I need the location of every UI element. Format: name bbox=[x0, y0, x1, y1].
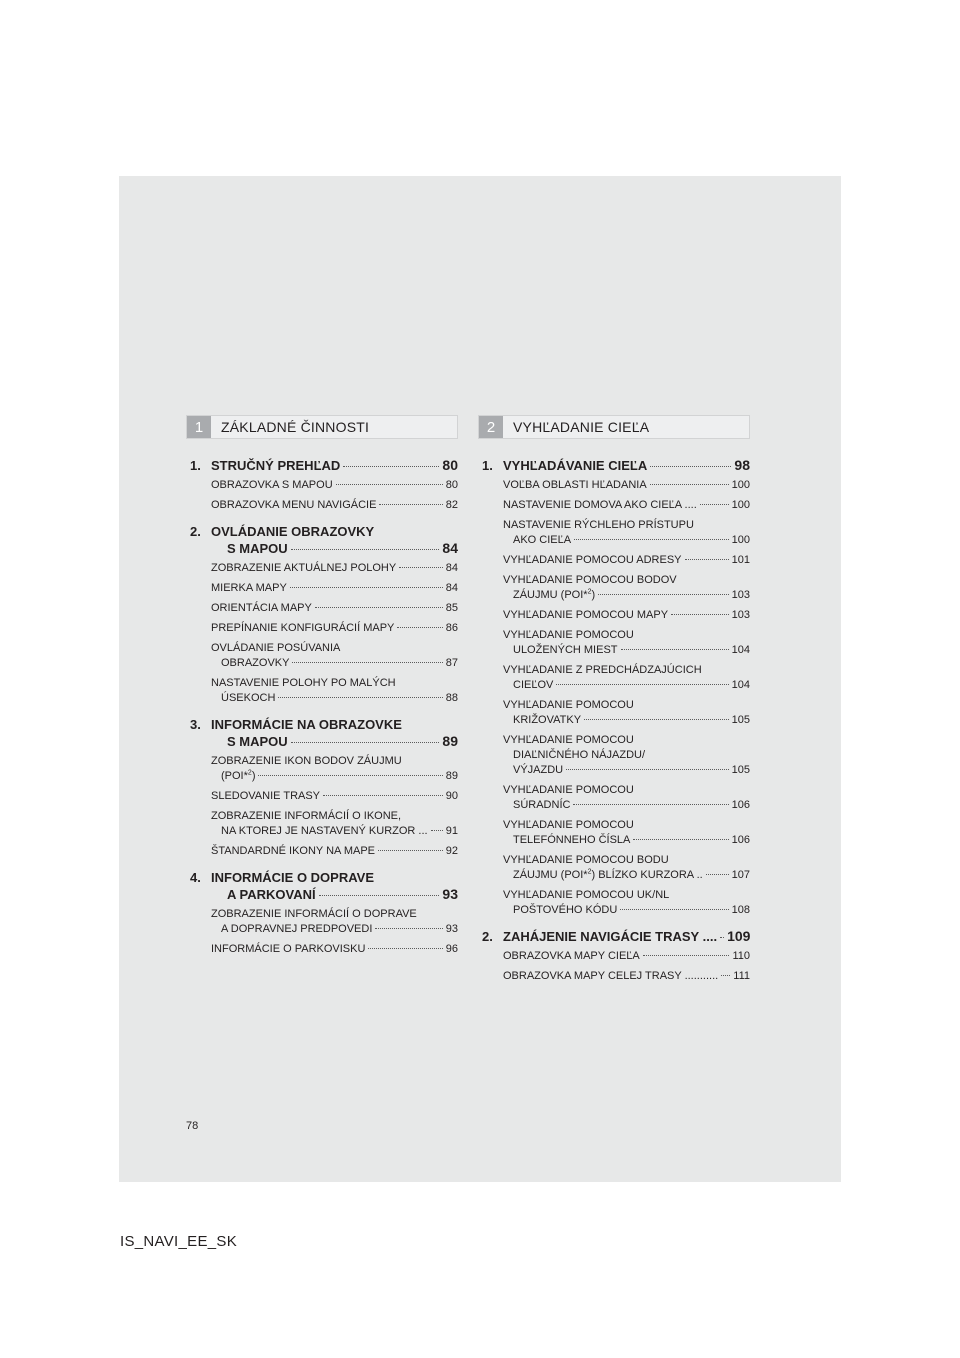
dot-leader bbox=[573, 804, 728, 805]
chapter-title bbox=[190, 457, 458, 474]
entry-list bbox=[190, 561, 458, 706]
dot-leader bbox=[700, 504, 729, 505]
page-ref: 82 bbox=[445, 499, 458, 511]
toc-chapter bbox=[190, 716, 458, 859]
dot-leader bbox=[315, 607, 443, 608]
toc-entry bbox=[503, 888, 750, 918]
chapter-list bbox=[478, 457, 750, 984]
toc-line bbox=[503, 818, 750, 833]
toc-line-text: INFORMÁCIE O DOPRAVE bbox=[211, 870, 374, 885]
toc-line-text: SÚRADNÍC bbox=[513, 799, 571, 811]
dot-leader bbox=[343, 466, 439, 467]
toc-line-text: VYHĽADANIE POMOCOU bbox=[503, 819, 634, 831]
toc-entry bbox=[211, 581, 458, 596]
toc-entry bbox=[503, 573, 750, 603]
toc-entry bbox=[211, 561, 458, 576]
page-number: 78 bbox=[186, 1120, 199, 1132]
toc-line-text: ORIENTÁCIA MAPY bbox=[211, 602, 312, 614]
toc-line bbox=[211, 733, 458, 750]
toc-line bbox=[211, 676, 458, 691]
chapter-title bbox=[482, 457, 750, 474]
toc-line bbox=[211, 754, 458, 769]
toc-line bbox=[503, 969, 750, 984]
dot-leader bbox=[397, 627, 442, 628]
toc-line-text: INFORMÁCIE O PARKOVISKU bbox=[211, 943, 366, 955]
toc-line-text: VYHĽADANIE POMOCOU UK/NL bbox=[503, 889, 670, 901]
toc-line-text: (POI*$^2$) bbox=[221, 769, 256, 782]
toc-line-text: KRIŽOVATKY bbox=[513, 714, 582, 726]
dot-leader bbox=[292, 662, 442, 663]
toc-line bbox=[503, 713, 750, 728]
toc-line bbox=[503, 553, 750, 568]
toc-entry bbox=[503, 949, 750, 964]
page-ref: 108 bbox=[731, 904, 750, 916]
toc-entry bbox=[211, 942, 458, 957]
toc-entry bbox=[503, 628, 750, 658]
toc-entry bbox=[211, 478, 458, 493]
toc-line-text: ZAHÁJENIE NAVIGÁCIE TRASY .... bbox=[503, 929, 718, 944]
toc-entry bbox=[211, 641, 458, 671]
chapter-heading bbox=[190, 716, 458, 750]
page-ref: 84 bbox=[445, 562, 458, 574]
toc-line-text: ÚSEKOCH bbox=[221, 692, 276, 704]
page-ref: 106 bbox=[731, 799, 750, 811]
toc-line-text: VYHĽADANIE Z PREDCHÁDZAJÚCICH bbox=[503, 664, 702, 676]
toc-line-text: DIAĽNIČNÉHO NÁJAZDU/ bbox=[513, 749, 646, 761]
toc-line bbox=[503, 783, 750, 798]
toc-line-text: S MAPOU bbox=[227, 541, 288, 556]
dot-leader bbox=[650, 484, 729, 485]
dot-leader bbox=[633, 839, 728, 840]
toc-entry bbox=[211, 621, 458, 636]
toc-line bbox=[503, 478, 750, 493]
dot-leader bbox=[671, 614, 729, 615]
toc-line bbox=[503, 498, 750, 513]
toc-line bbox=[503, 518, 750, 533]
toc-line bbox=[211, 942, 458, 957]
toc-entry bbox=[211, 498, 458, 513]
toc-line-text: A DOPRAVNEJ PREDPOVEDI bbox=[221, 923, 373, 935]
toc-line bbox=[503, 663, 750, 678]
page-ref: 105 bbox=[731, 764, 750, 776]
toc-line-text: VYHĽADANIE POMOCOU MAPY bbox=[503, 609, 669, 621]
toc-entry bbox=[211, 844, 458, 859]
page-ref: 93 bbox=[445, 923, 458, 935]
page-ref: 93 bbox=[442, 886, 458, 902]
toc-line-text: SLEDOVANIE TRASY bbox=[211, 790, 321, 802]
toc-line-text: ULOŽENÝCH MIEST bbox=[513, 644, 618, 656]
toc-entry bbox=[211, 907, 458, 937]
toc-line-text: ŠTANDARDNÉ IKONY NA MAPE bbox=[211, 845, 376, 857]
toc-line-text: ZOBRAZENIE INFORMÁCIÍ O DOPRAVE bbox=[211, 908, 417, 920]
chapter-heading bbox=[482, 457, 750, 474]
chapter-number: 3. bbox=[190, 717, 201, 732]
toc-line bbox=[211, 824, 458, 839]
page-ref: 84 bbox=[445, 582, 458, 594]
entry-list bbox=[482, 949, 750, 984]
dot-leader bbox=[621, 649, 729, 650]
page-ref: 89 bbox=[442, 733, 458, 749]
dot-leader bbox=[336, 484, 443, 485]
toc-line bbox=[503, 949, 750, 964]
dot-leader bbox=[258, 775, 442, 776]
dot-leader bbox=[291, 549, 440, 550]
toc-line-text: AKO CIEĽA bbox=[513, 534, 572, 546]
toc-line bbox=[503, 588, 750, 603]
toc-line bbox=[503, 853, 750, 868]
toc-line bbox=[503, 628, 750, 643]
toc-line bbox=[503, 643, 750, 658]
dot-leader bbox=[375, 928, 442, 929]
toc-line bbox=[211, 769, 458, 784]
dot-leader bbox=[379, 504, 442, 505]
page-ref: 107 bbox=[731, 869, 750, 881]
toc-line bbox=[211, 886, 458, 903]
page-ref: 100 bbox=[731, 534, 750, 546]
dot-leader bbox=[323, 795, 443, 796]
toc-chapter bbox=[190, 457, 458, 513]
toc-entry bbox=[503, 969, 750, 984]
chapter-number: 1. bbox=[190, 458, 201, 473]
toc-line bbox=[503, 573, 750, 588]
toc-line-text: S MAPOU bbox=[227, 734, 288, 749]
dot-leader bbox=[556, 684, 728, 685]
page-ref: 110 bbox=[732, 950, 750, 962]
toc-line-text: ZÁUJMU (POI*$^2$) BLÍZKO KURZORA .. bbox=[513, 868, 703, 881]
toc-column-right bbox=[478, 415, 750, 994]
toc-chapter bbox=[482, 457, 750, 918]
entry-list bbox=[482, 478, 750, 918]
chapter-heading bbox=[190, 869, 458, 903]
page-ref: 109 bbox=[727, 928, 751, 944]
chapter-number: 1. bbox=[482, 458, 493, 473]
entry-list bbox=[190, 478, 458, 513]
toc-line-text: CIEĽOV bbox=[513, 679, 554, 691]
toc-line-text: OBRAZOVKA MAPY CIEĽA bbox=[503, 950, 640, 962]
page-ref: 85 bbox=[445, 602, 458, 614]
section-header bbox=[478, 415, 750, 439]
chapter-title bbox=[190, 523, 458, 557]
dot-leader bbox=[291, 742, 440, 743]
toc-entry bbox=[503, 853, 750, 883]
dot-leader bbox=[431, 830, 443, 831]
toc-entry bbox=[503, 783, 750, 813]
dot-leader bbox=[574, 539, 729, 540]
page-ref: 100 bbox=[731, 499, 750, 511]
toc-line-text: OBRAZOVKA MENU NAVIGÁCIE bbox=[211, 499, 377, 511]
dot-leader bbox=[706, 874, 729, 875]
toc-line bbox=[211, 922, 458, 937]
section-title: ZÁKLADNÉ ČINNOSTI bbox=[221, 419, 370, 435]
section-number-badge: 1 bbox=[187, 416, 211, 438]
toc-line bbox=[503, 763, 750, 778]
page-ref: 91 bbox=[445, 825, 458, 837]
toc-line-text: ZOBRAZENIE AKTUÁLNEJ POLOHY bbox=[211, 562, 397, 574]
toc-line bbox=[211, 691, 458, 706]
page-ref: 80 bbox=[442, 457, 458, 473]
dot-leader bbox=[319, 895, 440, 896]
toc-line bbox=[211, 478, 458, 493]
dot-leader bbox=[584, 719, 729, 720]
toc-line bbox=[503, 748, 750, 763]
dot-leader bbox=[290, 587, 443, 588]
toc-line-text: OVLÁDANIE OBRAZOVKY bbox=[211, 524, 375, 539]
dot-leader bbox=[378, 850, 443, 851]
toc-line bbox=[211, 561, 458, 576]
page-ref: 86 bbox=[445, 622, 458, 634]
toc-column-left bbox=[186, 415, 458, 967]
document-code: IS_NAVI_EE_SK bbox=[120, 1233, 238, 1250]
dot-leader bbox=[620, 909, 728, 910]
toc-line bbox=[211, 656, 458, 671]
toc-entry bbox=[211, 754, 458, 784]
toc-chapter bbox=[190, 869, 458, 957]
toc-line-text: MIERKA MAPY bbox=[211, 582, 287, 594]
toc-line bbox=[211, 869, 458, 886]
toc-line bbox=[503, 733, 750, 748]
toc-line-text: VYHĽADANIE POMOCOU bbox=[503, 734, 634, 746]
page-ref: 103 bbox=[731, 609, 750, 621]
page-ref: 104 bbox=[731, 644, 750, 656]
toc-line-text: VÝJAZDU bbox=[513, 764, 564, 776]
toc-line-text: OVLÁDANIE POSÚVANIA bbox=[211, 642, 341, 654]
toc-line-text: ZÁUJMU (POI*$^2$) bbox=[513, 588, 596, 601]
page-ref: 103 bbox=[731, 589, 750, 601]
toc-line bbox=[211, 907, 458, 922]
section-number-badge: 2 bbox=[479, 416, 503, 438]
toc-entry bbox=[503, 518, 750, 548]
chapter-number: 2. bbox=[482, 929, 493, 944]
page-ref: 88 bbox=[445, 692, 458, 704]
toc-line bbox=[211, 716, 458, 733]
toc-line bbox=[503, 833, 750, 848]
toc-entry bbox=[503, 498, 750, 513]
toc-line bbox=[503, 888, 750, 903]
dot-leader bbox=[598, 594, 729, 595]
page-ref: 90 bbox=[445, 790, 458, 802]
section-title: VYHĽADANIE CIEĽA bbox=[513, 419, 650, 435]
toc-line bbox=[503, 903, 750, 918]
page-ref: 87 bbox=[445, 657, 458, 669]
page-ref: 100 bbox=[731, 479, 750, 491]
toc-line bbox=[211, 621, 458, 636]
toc-entry bbox=[503, 478, 750, 493]
toc-line bbox=[211, 540, 458, 557]
toc-line bbox=[211, 844, 458, 859]
toc-line bbox=[211, 523, 458, 540]
toc-line bbox=[503, 533, 750, 548]
toc-line-text: OBRAZOVKA MAPY CELEJ TRASY ........... bbox=[503, 970, 719, 982]
toc-line bbox=[211, 641, 458, 656]
toc-line-text: PREPÍNANIE KONFIGURÁCIÍ MAPY bbox=[211, 622, 395, 634]
toc-line-text: STRUČNÝ PREHĽAD bbox=[211, 458, 341, 473]
dot-leader bbox=[399, 567, 443, 568]
toc-entry bbox=[211, 676, 458, 706]
chapter-title bbox=[190, 716, 458, 750]
page-ref: 98 bbox=[734, 457, 750, 473]
toc-entry bbox=[503, 663, 750, 693]
page-ref: 84 bbox=[442, 540, 458, 556]
toc-line-text: NA KTOREJ JE NASTAVENÝ KURZOR ... bbox=[221, 825, 428, 837]
toc-line-text: VYHĽADANIE POMOCOU bbox=[503, 629, 634, 641]
toc-line bbox=[503, 868, 750, 883]
chapter-heading bbox=[190, 523, 458, 557]
page-ref: 101 bbox=[731, 554, 750, 566]
chapter-title bbox=[190, 869, 458, 903]
chapter-list bbox=[186, 457, 458, 957]
page-ref: 104 bbox=[731, 679, 750, 691]
toc-entry bbox=[211, 601, 458, 616]
toc-entry bbox=[503, 818, 750, 848]
toc-line bbox=[503, 457, 750, 474]
entry-list bbox=[190, 907, 458, 957]
section-header bbox=[186, 415, 458, 439]
toc-line-text: VYHĽADANIE POMOCOU BODOV bbox=[503, 574, 677, 586]
toc-line-text: VYHĽADÁVANIE CIEĽA bbox=[503, 458, 648, 473]
toc-entry bbox=[503, 698, 750, 728]
toc-line-text: OBRAZOVKY bbox=[221, 657, 290, 669]
toc-line-text: VYHĽADANIE POMOCOU bbox=[503, 699, 634, 711]
toc-line bbox=[211, 789, 458, 804]
toc-line bbox=[211, 498, 458, 513]
dot-leader bbox=[685, 559, 729, 560]
toc-line-text: OBRAZOVKA S MAPOU bbox=[211, 479, 333, 491]
toc-entry bbox=[211, 789, 458, 804]
toc-line-text: POŠTOVÉHO KÓDU bbox=[513, 904, 618, 916]
page-ref: 111 bbox=[733, 970, 750, 982]
toc-chapter bbox=[190, 523, 458, 706]
page-ref: 96 bbox=[445, 943, 458, 955]
dot-leader bbox=[368, 948, 442, 949]
toc-line-text: TELEFÓNNEHO ČÍSLA bbox=[513, 834, 631, 846]
page-ref: 92 bbox=[445, 845, 458, 857]
toc-line bbox=[211, 457, 458, 474]
dot-leader bbox=[278, 697, 442, 698]
dot-leader bbox=[721, 975, 730, 976]
dot-leader bbox=[650, 466, 731, 467]
toc-line-text: NASTAVENIE RÝCHLEHO PRÍSTUPU bbox=[503, 519, 694, 531]
page-ref: 89 bbox=[445, 770, 458, 782]
toc-entry bbox=[503, 553, 750, 568]
dot-leader bbox=[566, 769, 729, 770]
toc-line bbox=[503, 608, 750, 623]
dot-leader bbox=[720, 937, 724, 938]
chapter-title bbox=[482, 928, 750, 945]
chapter-number: 4. bbox=[190, 870, 201, 885]
chapter-heading bbox=[190, 457, 458, 474]
toc-line bbox=[503, 678, 750, 693]
toc-entry bbox=[503, 733, 750, 778]
toc-line-text: ZOBRAZENIE INFORMÁCIÍ O IKONE, bbox=[211, 810, 402, 822]
chapter-number: 2. bbox=[190, 524, 201, 539]
page-ref: 80 bbox=[445, 479, 458, 491]
toc-line-text: NASTAVENIE POLOHY PO MALÝCH bbox=[211, 677, 396, 689]
toc-line-text: ZOBRAZENIE IKON BODOV ZÁUJMU bbox=[211, 755, 402, 767]
entry-list bbox=[190, 754, 458, 859]
chapter-heading bbox=[482, 928, 750, 945]
toc-chapter bbox=[482, 928, 750, 984]
dot-leader bbox=[643, 955, 730, 956]
toc-line-text: VYHĽADANIE POMOCOU BODU bbox=[503, 854, 669, 866]
toc-line-text: VOĽBA OBLASTI HĽADANIA bbox=[503, 479, 647, 491]
toc-line-text: A PARKOVANÍ bbox=[227, 887, 316, 902]
toc-line-text: INFORMÁCIE NA OBRAZOVKE bbox=[211, 717, 402, 732]
toc-line-text: VYHĽADANIE POMOCOU ADRESY bbox=[503, 554, 682, 566]
toc-line bbox=[211, 581, 458, 596]
page-ref: 105 bbox=[731, 714, 750, 726]
toc-entry bbox=[503, 608, 750, 623]
toc-line bbox=[211, 809, 458, 824]
toc-line bbox=[503, 798, 750, 813]
page-ref: 106 bbox=[731, 834, 750, 846]
toc-line-text: VYHĽADANIE POMOCOU bbox=[503, 784, 634, 796]
toc-entry bbox=[211, 809, 458, 839]
toc-line bbox=[503, 698, 750, 713]
toc-line bbox=[211, 601, 458, 616]
toc-line-text: NASTAVENIE DOMOVA AKO CIEĽA .... bbox=[503, 499, 697, 511]
toc-line bbox=[503, 928, 750, 945]
